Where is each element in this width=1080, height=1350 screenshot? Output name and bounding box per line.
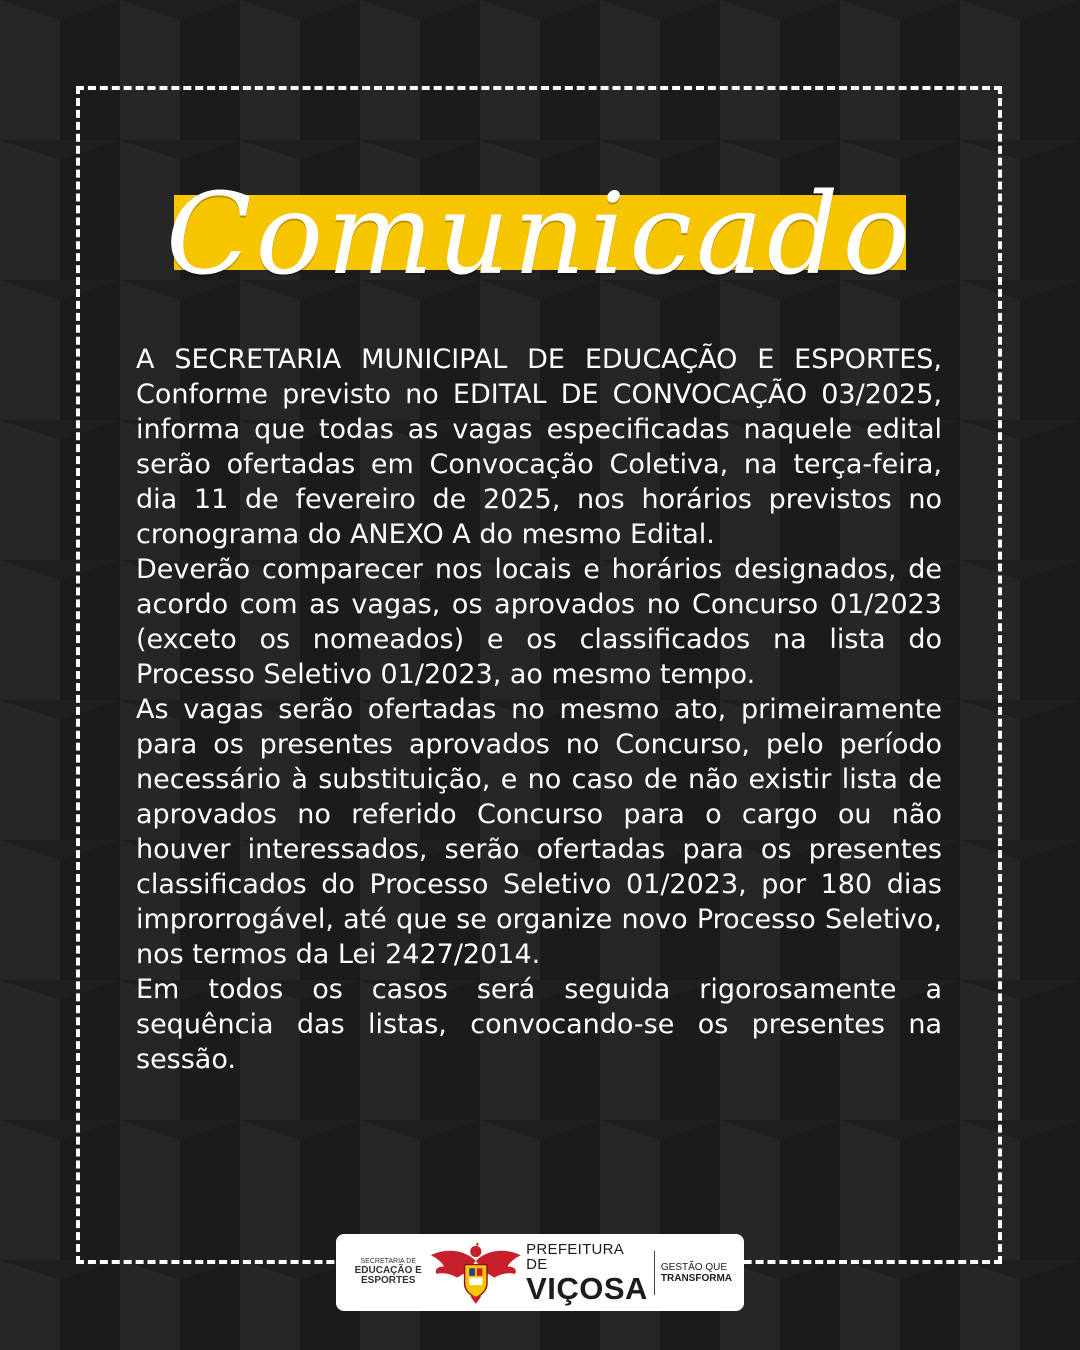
paragraph-3: As vagas serão ofertadas no mesmo ato, primeiramente para os presentes aprovados no Concurso, pelo período necessário à substituição, e no caso de não existir lista de aprovados no referido Concurso para o cargo ou não houver interessados, serão ofertadas para os presentes classificados do Processo Seletivo 01/2023, por 180 dias improrrogável, até que se organize novo Processo Seletivo, nos termos da Lei 2427/2014. [136, 694, 942, 970]
logo-divider [654, 1251, 655, 1295]
paragraph-1: A SECRETARIA MUNICIPAL DE EDUCAÇÃO E ESPORTES, Conforme previsto no EDITAL DE CONVOCAÇÃO 03/2025, informa que todas as vagas especificadas naquele edital serão ofertadas em Convocação Coletiva, na terça-feira, dia 11 de fevereiro de 2025, nos horários previstos no cronograma do ANEXO A do mesmo Edital. [136, 344, 942, 550]
title-text: Comunicado [165, 170, 915, 300]
secretaria-line2: EDUCAÇÃO E ESPORTES [354, 1264, 422, 1287]
slogan-line1: GESTÃO QUE [660, 1261, 728, 1273]
slogan [661, 1262, 732, 1284]
slogan-line2: TRANSFORMA [660, 1272, 732, 1284]
prefeitura-line2: VIÇOSA [526, 1270, 648, 1306]
prefeitura-logo [526, 1242, 648, 1304]
logo-bar [336, 1234, 744, 1311]
title [160, 150, 920, 300]
prefeitura-line1: PREFEITURA DE [526, 1240, 624, 1273]
paragraph-4: Em todos os casos será seguida rigorosamente a sequência das listas, convocando-se os presentes na sessão. [136, 974, 942, 1075]
announcement-body [136, 342, 942, 1077]
paragraph-2: Deverão comparecer nos locais e horários designados, de acordo com as vagas, os aprovados no Concurso 01/2023 (exceto os nomeados) e os classificados na lista do Processo Seletivo 01/2023, ao mesmo tempo. [136, 554, 942, 690]
secretaria-logo [348, 1258, 429, 1286]
secretaria-line1: SECRETARIA DE [360, 1258, 416, 1266]
eagle-crest-icon [429, 1240, 523, 1306]
